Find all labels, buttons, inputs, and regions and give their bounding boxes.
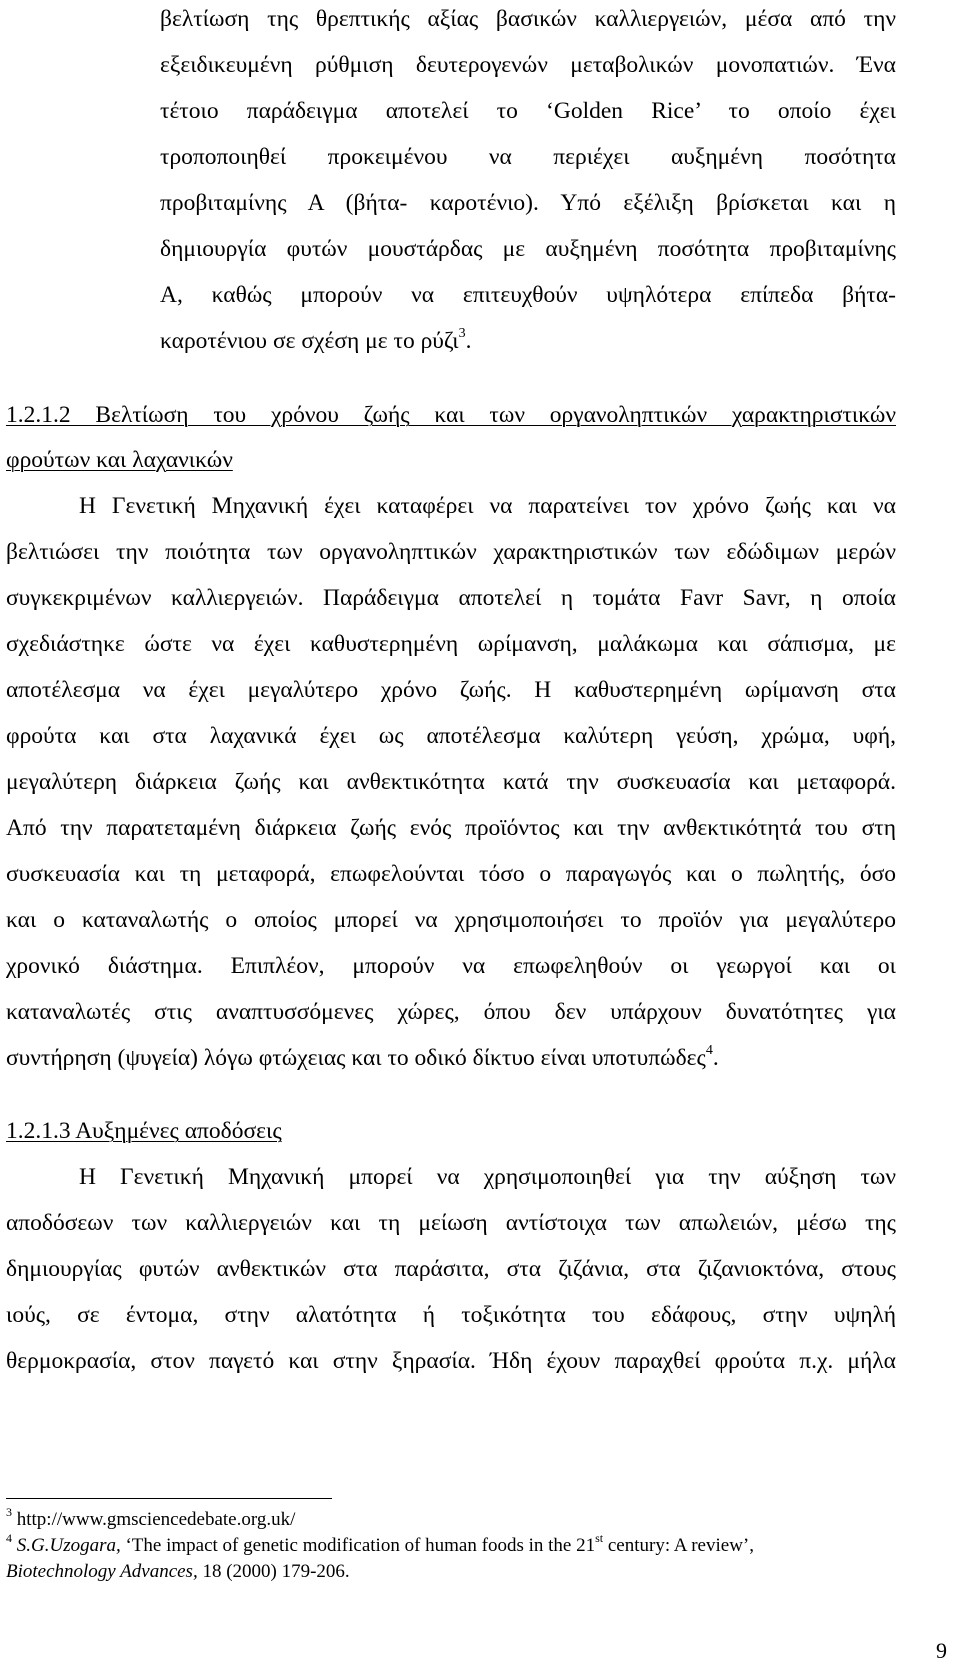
text-line: δημιουργίας φυτών ανθεκτικών στα παράσιτα, στα ζιζάνια, στα ζιζανιοκτόνα, στους [6, 1256, 896, 1282]
text-line: Α, καθώς μπορούν να επιτευχθούν υψηλότερα επίπεδα βήτα- [160, 282, 896, 308]
footnote-title-sup: st [595, 1530, 604, 1545]
text-line: δημιουργία φυτών μουστάρδας με αυξημένη ποσότητα προβιταμίνης [160, 236, 896, 262]
text-line: εξειδικευμένη ρύθμιση δευτερογενών μεταβολικών μονοπατιών. Ένα [160, 52, 896, 78]
text-line: Από την παρατεταμένη διάρκεια ζωής ενός προϊόντος και την ανθεκτικότητά του στη [6, 815, 896, 841]
text-line: τέτοιο παράδειγμα αποτελεί το ‘Golden Rice’ το οποίο έχει [160, 98, 896, 124]
text-line: αποτέλεσμα να έχει μεγαλύτερο χρόνο ζωής. Η καθυστερημένη ωρίμανση στα [6, 677, 896, 703]
text-line: ιούς, σε έντομα, στην αλατότητα ή τοξικότητα του εδάφους, στην υψηλή [6, 1302, 896, 1328]
footnote-separator [6, 1498, 332, 1499]
text-fragment: συντήρηση (ψυγεία) λόγω φτώχειας και το οδικό δίκτυο είναι υποτυπώδες [6, 1045, 706, 1071]
text-line: καταναλωτές στις αναπτυσσόμενες χώρες, όπου δεν υπάρχουν δυνατότητες για [6, 999, 896, 1025]
punctuation: . [712, 1045, 719, 1071]
text-line [6, 1043, 719, 1073]
text-line: βελτιώσει την ποιότητα των οργανοληπτικών χαρακτηριστικών των εδώδιμων μερών [6, 539, 896, 565]
page-number: 9 [936, 1638, 947, 1663]
section-heading-1212-cont: φρούτων και λαχανικών [6, 447, 233, 473]
footnote-number: 4 [6, 1530, 12, 1545]
text-fragment: καροτένιου σε σχέση με το ρύζι [160, 328, 459, 354]
punctuation: . [465, 328, 472, 354]
text-line: χρονικό διάστημα. Επιπλέον, μπορούν να επωφεληθούν οι γεωργοί και οι [6, 953, 896, 979]
footnote-4-cont [6, 1560, 350, 1584]
footnote-number: 3 [6, 1504, 12, 1519]
section-heading-1212: 1.2.1.2 Βελτίωση του χρόνου ζωής και των οργανοληπτικών χαρακτηριστικών [6, 402, 896, 428]
text-line: αποδόσεων των καλλιεργειών και τη μείωση αντίστοιχα των απωλειών, μέσω της [6, 1210, 896, 1236]
text-line: προβιταμίνης Α (βήτα- καροτένιο). Υπό εξέλιξη βρίσκεται και η [160, 190, 896, 216]
text-line: και ο καταναλωτής ο οποίος μπορεί να χρησιμοποιήσει το προϊόν για μεγαλύτερο [6, 907, 896, 933]
text-line: σχεδιάστηκε ώστε να έχει καθυστερημένη ωρίμανση, μαλάκωμα και σάπισμα, με [6, 631, 896, 657]
footnote-3 [6, 1504, 296, 1532]
footnote-ref-3[interactable]: 3 [458, 326, 466, 342]
text-line: θερμοκρασία, στον παγετό και στην ξηρασία. Ήδη έχουν παραχθεί φρούτα π.χ. μήλα [6, 1348, 896, 1374]
section-heading-1213: 1.2.1.3 Αυξημένες αποδόσεις [6, 1118, 282, 1144]
footnote-url-link[interactable]: http://www.gmsciencedebate.org.uk/ [16, 1509, 296, 1530]
text-line: μεγαλύτερη διάρκεια ζωής και ανθεκτικότητα κατά την συσκευασία και μεταφορά. [6, 769, 896, 795]
footnote-citation: 18 (2000) 179-206. [197, 1561, 350, 1582]
text-line: Η Γενετική Μηχανική έχει καταφέρει να παρατείνει τον χρόνο ζωής και να [79, 493, 896, 519]
text-line: συσκευασία και τη μεταφορά, επωφελούνται τόσο ο παραγωγός και ο πωλητής, όσο [6, 861, 896, 887]
footnote-journal: Biotechnology Advances, [6, 1561, 198, 1582]
footnote-ref-4[interactable]: 4 [705, 1043, 713, 1059]
text-line: τροποποιηθεί προκειμένου να περιέχει αυξημένη ποσότητα [160, 144, 896, 170]
text-line: συγκεκριμένων καλλιεργειών. Παράδειγμα αποτελεί η τομάτα Favr Savr, η οποία [6, 585, 896, 611]
footnote-author: S.G.Uzogara, [16, 1535, 121, 1556]
text-line: βελτίωση της θρεπτικής αξίας βασικών καλλιεργειών, μέσα από την [160, 6, 896, 32]
text-line: Η Γενετική Μηχανική μπορεί να χρησιμοποιηθεί για την αύξηση των [79, 1164, 896, 1190]
footnote-4 [6, 1530, 754, 1558]
footnote-title-end: century: A review’, [603, 1535, 754, 1556]
text-line [160, 326, 471, 356]
text-line: φρούτα και στα λαχανικά έχει ως αποτέλεσμα καλύτερη γεύση, χρώμα, υφή, [6, 723, 896, 749]
footnote-title: ‘The impact of genetic modification of human foods in the 21 [125, 1535, 596, 1556]
